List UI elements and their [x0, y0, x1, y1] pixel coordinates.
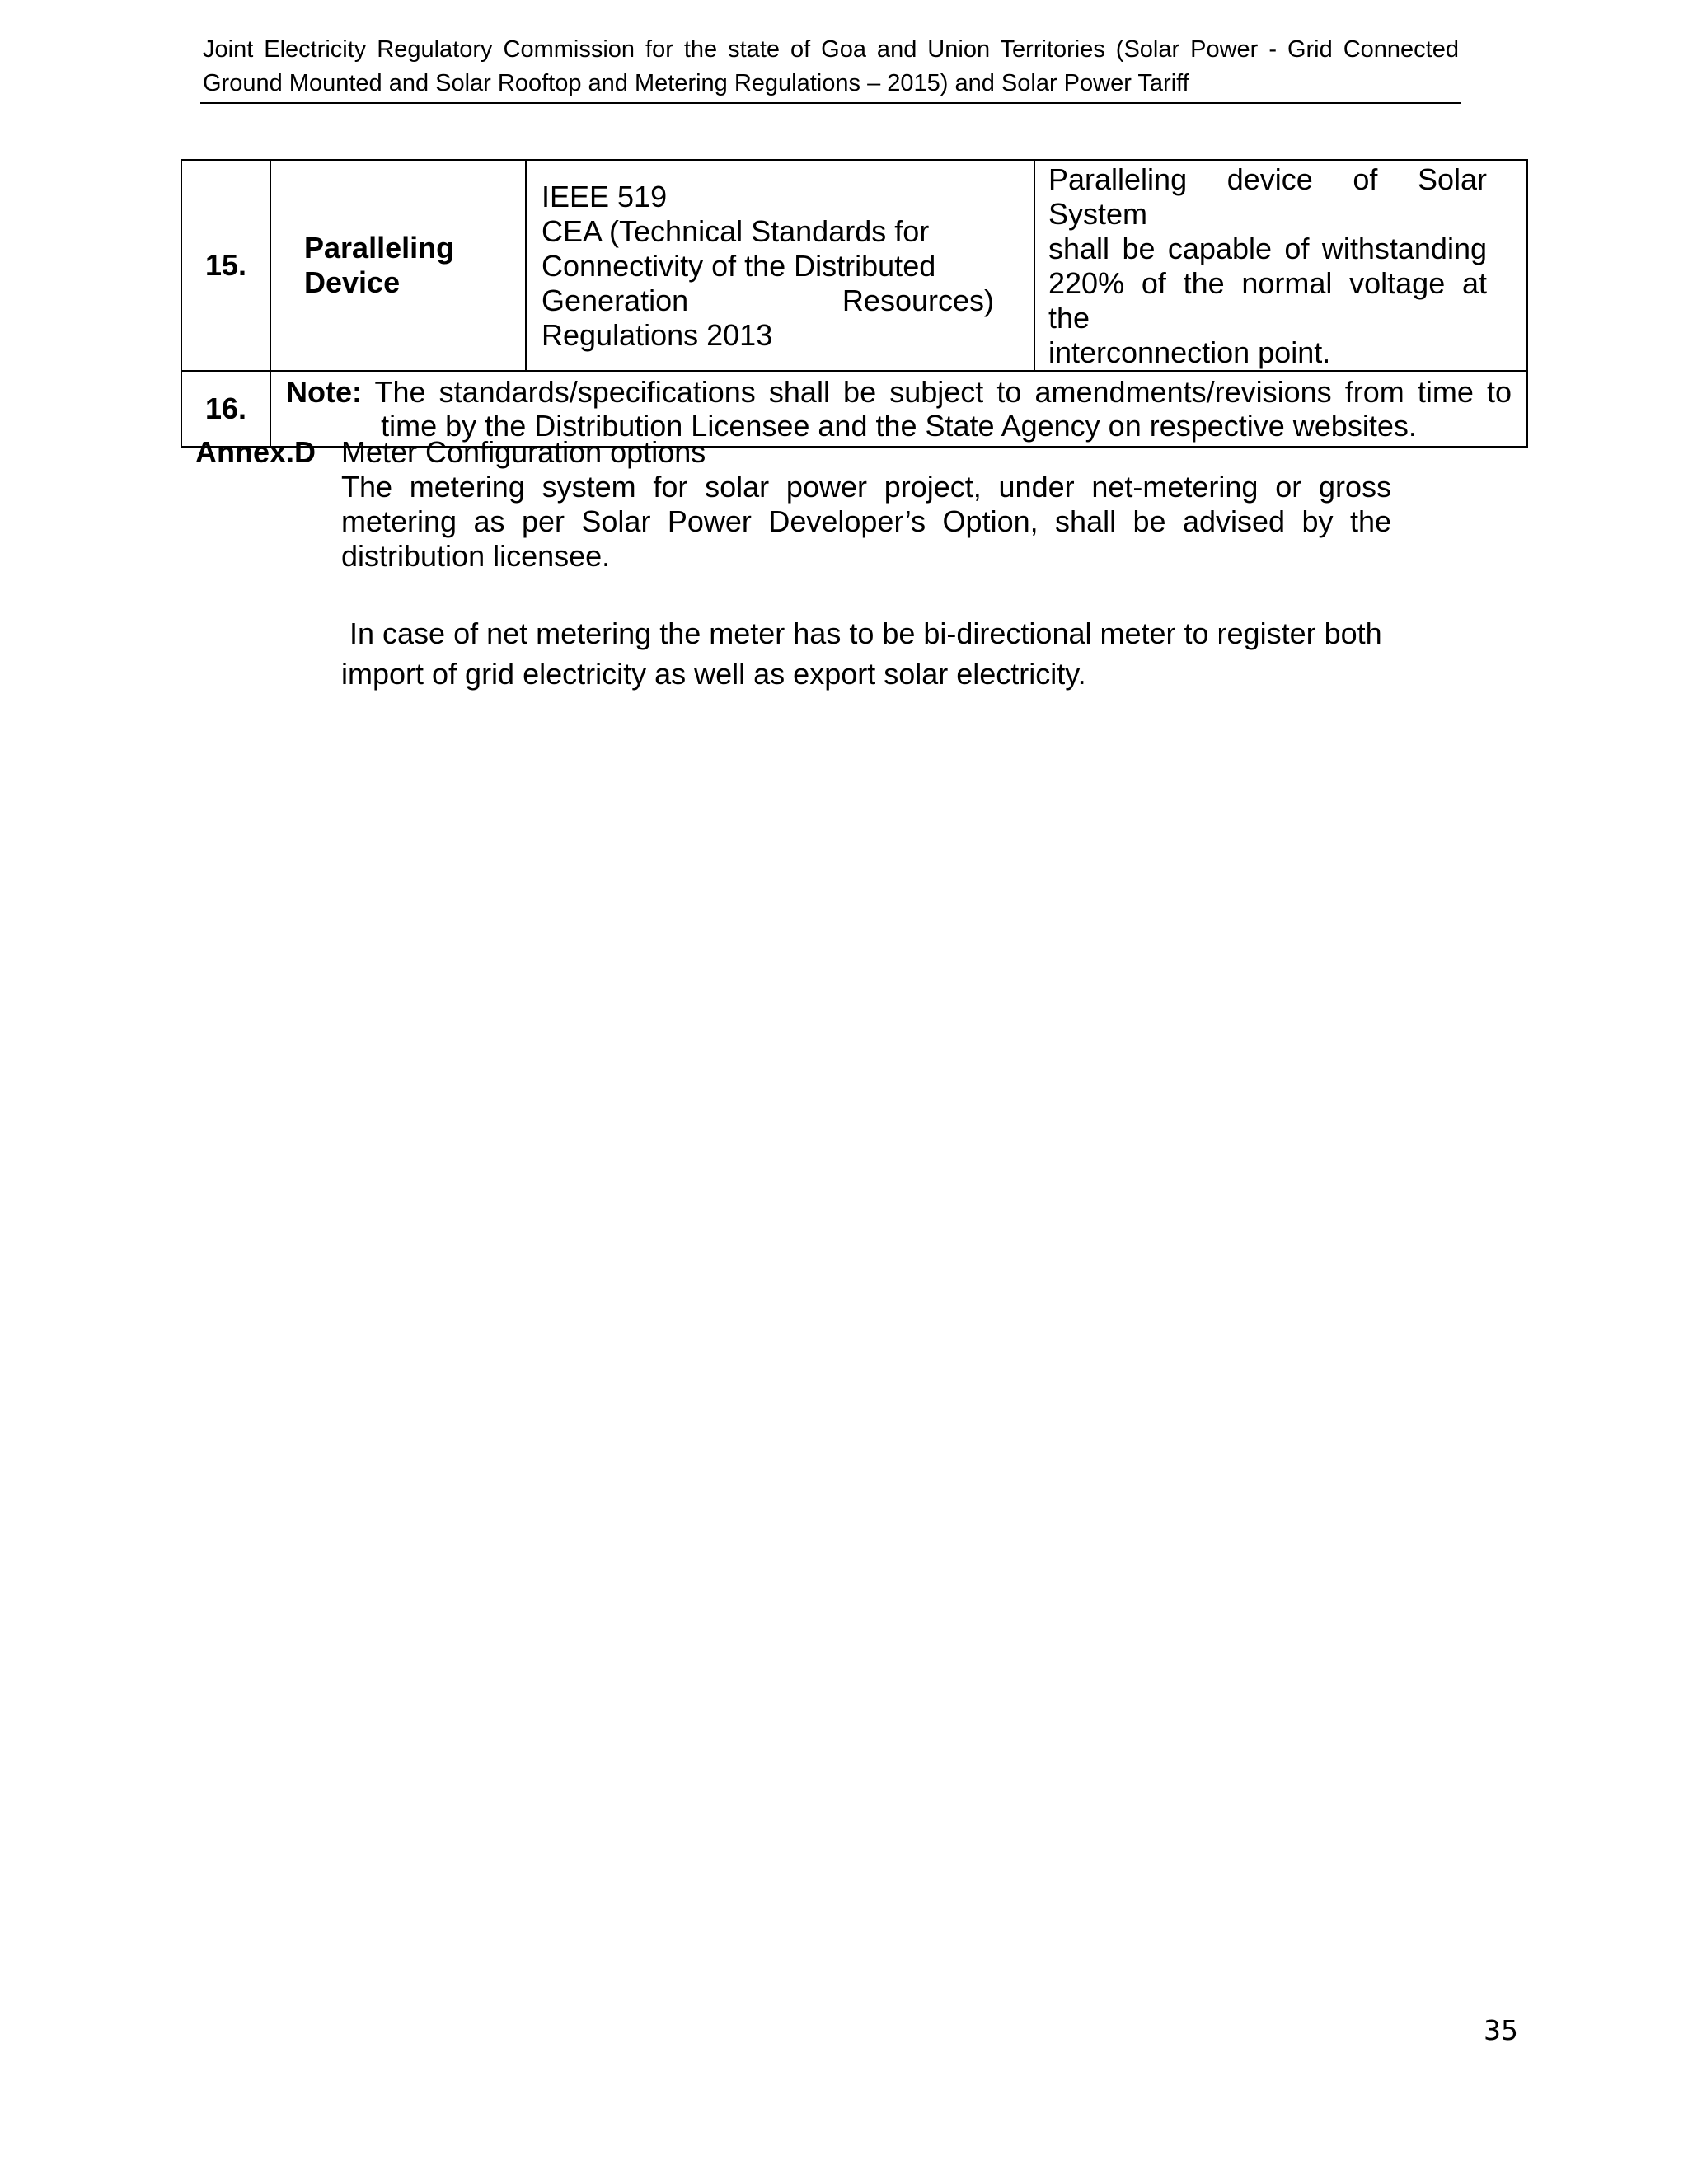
- standards-line: CEA (Technical Standards for: [542, 214, 930, 248]
- standards-cell: [526, 160, 1034, 371]
- standards-table: [181, 159, 1528, 448]
- requirement-line: 220% of the normal voltage at the: [1048, 266, 1487, 335]
- standards-line: Generation Resources): [542, 284, 994, 317]
- row-number: 16.: [181, 371, 270, 447]
- requirement-line: shall be capable of withstanding: [1048, 232, 1487, 265]
- annex-paragraph-line: import of grid electricity as well as export solar electricity.: [341, 657, 1086, 691]
- annex-title: Meter Configuration options: [341, 435, 706, 469]
- table-row-15: [181, 160, 1527, 371]
- standards-line: Connectivity of the Distributed: [542, 249, 936, 283]
- requirement-cell: [1034, 160, 1527, 371]
- note-label: Note:: [286, 375, 362, 409]
- note-text: The standards/specifications shall be subject to amendments/revisions from time to time by the Distribution Licensee and the State Agency on respective websites.: [362, 375, 1512, 443]
- requirement-line: Paralleling device of Solar System: [1048, 162, 1487, 231]
- header-rule: [200, 102, 1461, 104]
- standards-line: IEEE 519: [542, 180, 668, 213]
- annex-body: [341, 435, 1391, 694]
- annex-paragraph: [341, 613, 1391, 694]
- running-header: Joint Electricity Regulatory Commission for the state of Goa and Union Territories (Solar Power - Grid Connected Ground Mounted and Solar Rooftop and Metering Regulations – 2015) and Solar Power Tariff: [203, 36, 1459, 96]
- page-number: 35: [1484, 2014, 1518, 2046]
- row-title-line1: Paralleling: [304, 231, 455, 265]
- standards-line: Regulations 2013: [542, 318, 773, 352]
- annex-paragraph: The metering system for solar power project, under net-metering or gross metering as per Solar Power Developer’s Option, shall be advised by the distribution licensee.: [341, 470, 1391, 573]
- row-title-line2: Device: [304, 265, 401, 299]
- requirement-line: interconnection point.: [1048, 335, 1331, 369]
- annex-label: Annex.D: [195, 435, 316, 469]
- row-title: [270, 160, 526, 371]
- row-number: 15.: [181, 160, 270, 371]
- annex-paragraph-line: In case of net metering the meter has to be bi-directional meter to register both: [341, 616, 1382, 650]
